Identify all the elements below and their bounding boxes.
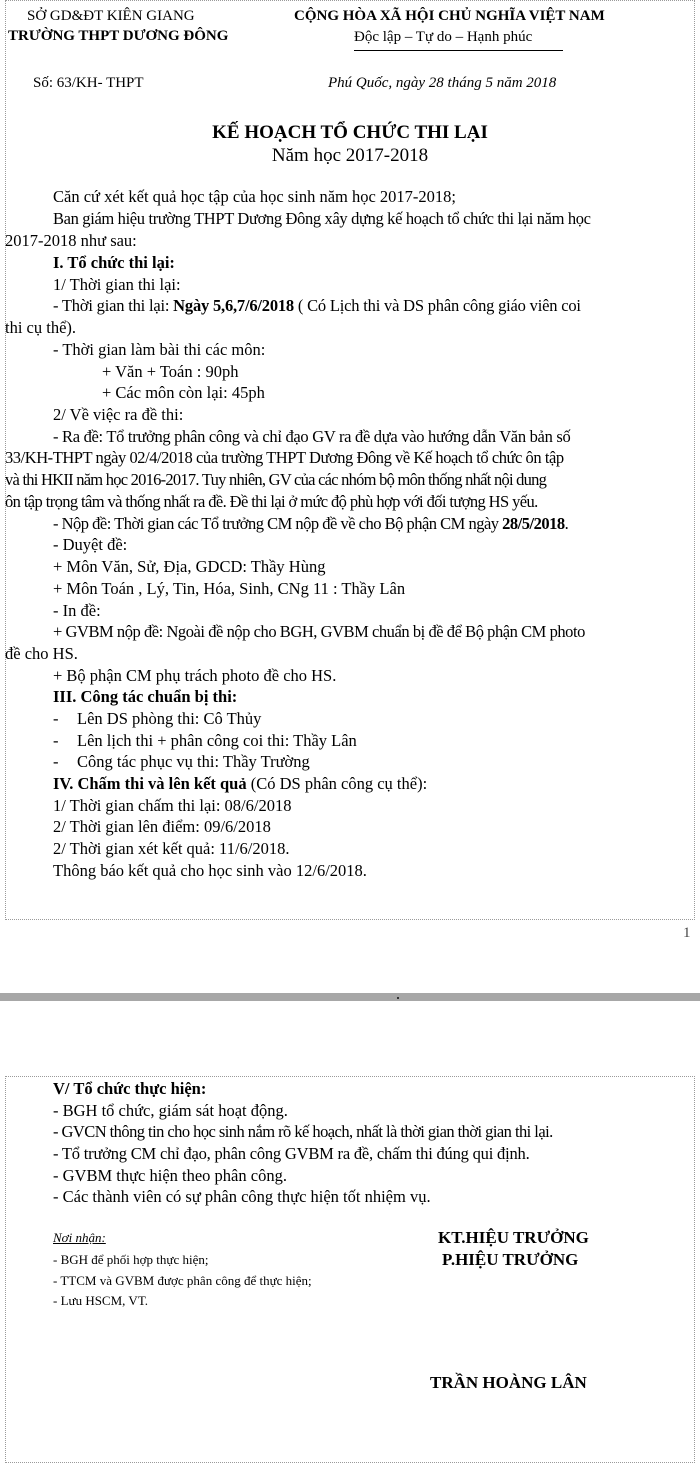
doc-title: KẾ HOẠCH TỔ CHỨC THI LẠI	[212, 122, 488, 143]
s1-exam-g: + Môn Văn, Sử, Địa, GDCD: Thầy Hùng	[53, 557, 326, 576]
page-gap-marker	[397, 997, 399, 999]
section-3-heading: III. Công tác chuẩn bị thi:	[53, 687, 238, 706]
s1-exam-h: + Môn Toán , Lý, Tin, Hóa, Sinh, CNg 11 : Thầy Lân	[53, 579, 406, 598]
s4-heading-rest: (Có DS phân công cụ thể):	[246, 774, 428, 793]
s5-c: - Tổ trưởng CM chỉ đạo, phân công GVBM ra đề, chấm thi đúng qui định.	[53, 1144, 530, 1163]
recipient-3: - Lưu HSCM, VT.	[53, 1293, 149, 1308]
page-2	[0, 1001, 700, 1463]
s1-time-pre: - Thời gian thi lại:	[53, 296, 174, 315]
s1-exam-j: + GVBM nộp đề: Ngoài đề nộp cho BGH, GVBM chuẩn bị đề để Bộ phận CM photo	[53, 622, 585, 641]
page-gap	[0, 993, 700, 1001]
s1-duration: - Thời gian làm bài thi các môn:	[53, 340, 266, 359]
s1-exam-l: + Bộ phận CM phụ trách photo đề cho HS.	[53, 666, 337, 685]
s1-duration-a: + Văn + Toán : 90ph	[102, 362, 239, 381]
place-date: Phú Quốc, ngày 28 tháng 5 năm 2018	[328, 75, 557, 91]
signer-name: TRẦN HOÀNG LÂN	[430, 1373, 587, 1392]
s1-exam-e-pre: - Nộp đề: Thời gian các Tổ trưởng CM nộp đề về cho Bộ phận CM ngày	[53, 514, 503, 533]
motto-underline	[354, 50, 563, 51]
s1-exam-c: và thi HKII năm học 2016-2017. Tuy nhiên, GV của các nhóm bộ môn thống nhất nội dung	[5, 470, 547, 489]
s1-exam-heading: 2/ Về việc ra đề thi:	[53, 405, 184, 424]
intro-1: Căn cứ xét kết quả học tập của học sinh năm học 2017-2018;	[53, 187, 457, 206]
s4-d: Thông báo kết quả cho học sinh vào 12/6/2018.	[53, 861, 367, 880]
s1-time-cont: thi cụ thể).	[5, 318, 77, 337]
s5-d: - GVBM thực hiện theo phân công.	[53, 1166, 287, 1185]
s5-e: - Các thành viên có sự phân công thực hiện tốt nhiệm vụ.	[53, 1187, 431, 1206]
header-republic: CỘNG HÒA XÃ HỘI CHỦ NGHĨA VIỆT NAM	[294, 8, 605, 24]
s1-duration-b: + Các môn còn lại: 45ph	[102, 383, 265, 402]
s3-b: Lên lịch thi + phân công coi thi: Thầy Lân	[77, 731, 357, 750]
sign-title-2: P.HIỆU TRƯỞNG	[442, 1250, 579, 1269]
s3-b-dash: -	[53, 731, 59, 750]
recipient-1: - BGH để phối hợp thực hiện;	[53, 1252, 209, 1267]
s5-b: - GVCN thông tin cho học sinh nắm rõ kế hoạch, nhất là thời gian thời gian thi lại.	[53, 1122, 553, 1141]
s1-time-line	[53, 296, 581, 316]
s3-c: Công tác phục vụ thi: Thầy Trường	[77, 752, 310, 771]
s3-a-dash: -	[53, 709, 59, 728]
doc-number: Số: 63/KH- THPT	[33, 75, 144, 91]
header-motto: Độc lập – Tự do – Hạnh phúc	[354, 29, 533, 45]
s1-time-heading: 1/ Thời gian thi lại:	[53, 275, 181, 294]
intro-2a: Ban giám hiệu trường THPT Dương Đông xây dựng kế hoạch tổ chức thi lại năm học	[53, 209, 591, 228]
s1-exam-a: - Ra đề: Tổ trưởng phân công và chỉ đạo GV ra đề dựa vào hướng dẫn Văn bản số	[53, 427, 571, 446]
doc-subtitle: Năm học 2017-2018	[271, 145, 429, 166]
recipient-2: - TTCM và GVBM được phân công để thực hiện;	[53, 1273, 312, 1288]
s4-c: 2/ Thời gian xét kết quả: 11/6/2018.	[53, 839, 290, 858]
header-dept: SỞ GD&ĐT KIÊN GIANG	[27, 8, 195, 24]
s3-a: Lên DS phòng thi: Cô Thủy	[77, 709, 262, 728]
s4-heading-bold: IV. Chấm thi và lên kết quả	[53, 774, 247, 793]
s1-time-dates: Ngày 5,6,7/6/2018	[173, 296, 294, 315]
intro-2b: 2017-2018 như sau:	[5, 231, 137, 250]
s4-b: 2/ Thời gian lên điểm: 09/6/2018	[53, 817, 271, 836]
s5-a: - BGH tổ chức, giám sát hoạt động.	[53, 1101, 288, 1120]
s1-exam-k: đề cho HS.	[5, 644, 78, 663]
page-number: 1	[683, 925, 691, 941]
s1-exam-e-date: 28/5/2018	[502, 514, 565, 533]
s1-exam-i: - In đề:	[53, 601, 101, 620]
section-4-heading	[53, 774, 427, 794]
s4-a: 1/ Thời gian chấm thi lại: 08/6/2018	[53, 796, 292, 815]
s1-exam-e-post: .	[564, 514, 569, 533]
section-1-heading: I. Tổ chức thi lại:	[53, 253, 175, 272]
sign-title-1: KT.HIỆU TRƯỞNG	[438, 1228, 589, 1247]
s3-c-dash: -	[53, 752, 59, 771]
s1-exam-f: - Duyệt đề:	[53, 535, 128, 554]
s1-exam-d: ôn tập trọng tâm và thống nhất ra đề. Đề thi lại ở mức độ phù hợp với đối tượng HS yếu.	[5, 492, 538, 511]
recipients-title: Nơi nhận:	[53, 1230, 106, 1245]
s1-exam-b: 33/KH-THPT ngày 02/4/2018 của trường THPT Dương Đông về Kế hoạch tổ chức ôn tập	[5, 448, 564, 467]
s1-time-post: ( Có Lịch thi và DS phân công giáo viên coi	[293, 296, 581, 315]
header-school: TRƯỜNG THPT DƯƠNG ĐÔNG	[8, 28, 229, 44]
section-5-heading: V/ Tổ chức thực hiện:	[53, 1079, 207, 1098]
s1-exam-e	[53, 514, 568, 534]
